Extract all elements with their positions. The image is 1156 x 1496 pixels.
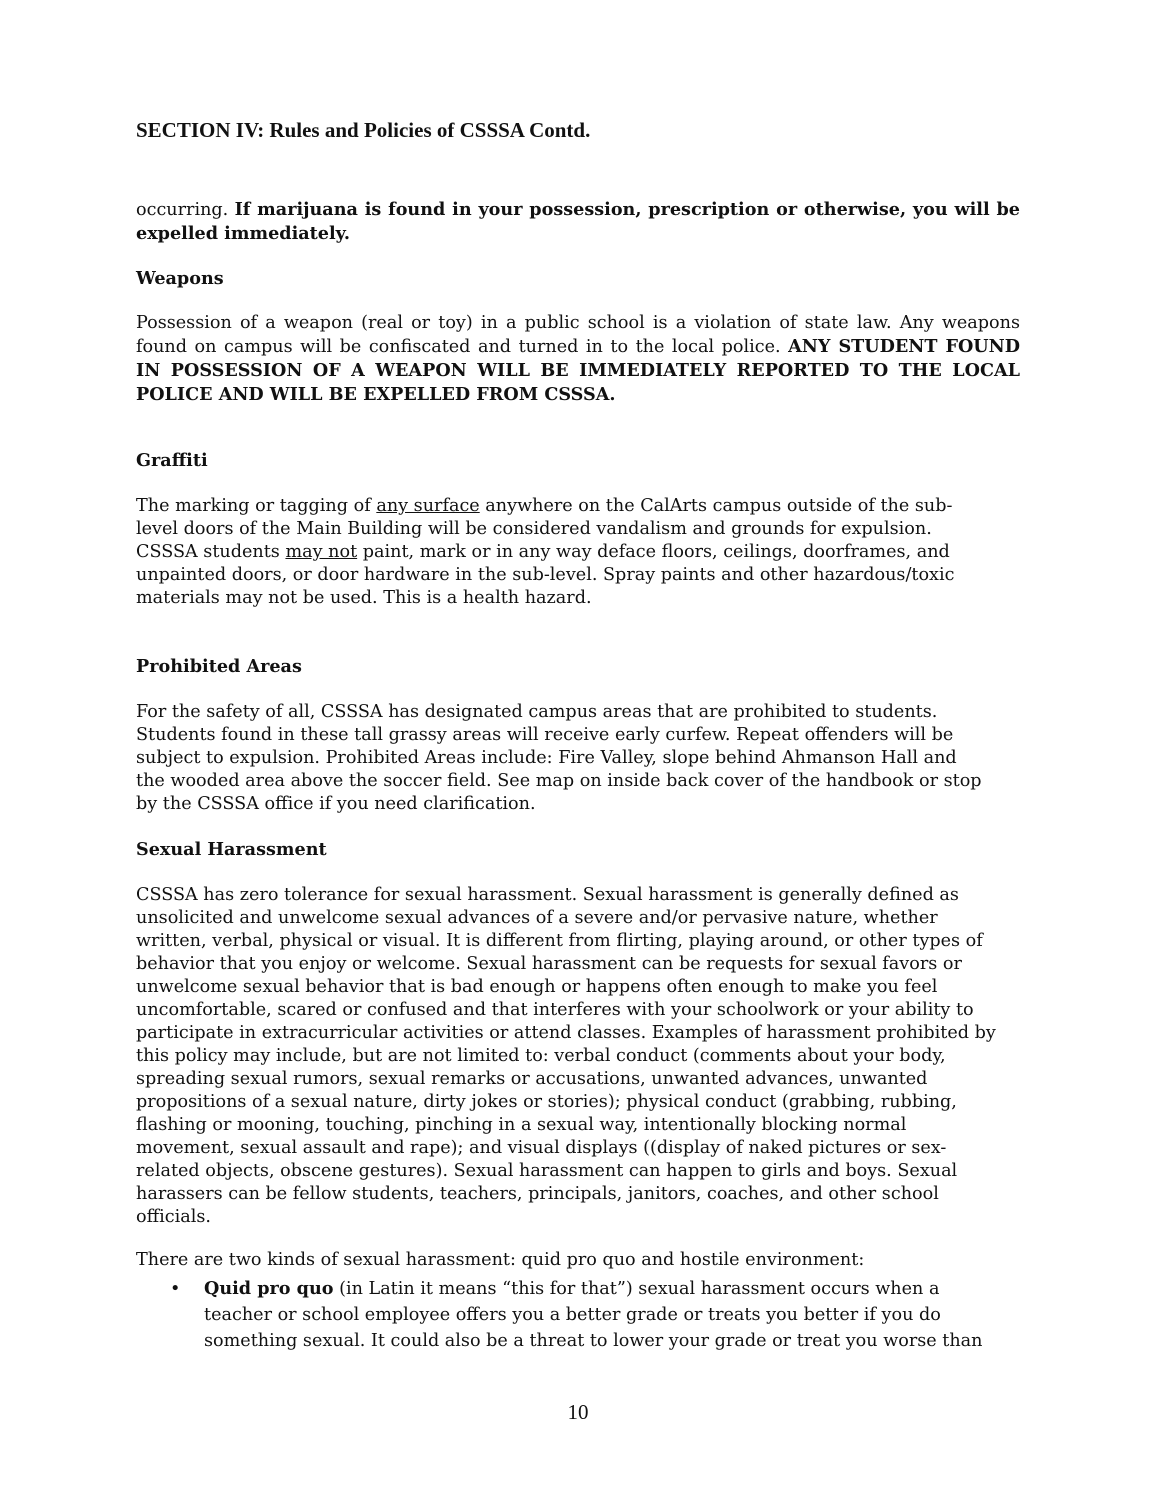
weapons-heading: Weapons xyxy=(136,268,224,289)
harassment-line: propositions of a sexual nature, dirty jokes or stories); physical conduct (grabbing, rubbing, xyxy=(136,1092,957,1112)
graffiti-underlined-text: may not xyxy=(285,542,358,562)
bullet-line: teacher or school employee offers you a better grade or treats you better if you do xyxy=(204,1305,941,1325)
prohibited-line: For the safety of all, CSSSA has designated campus areas that are prohibited to students. xyxy=(136,702,938,722)
bullet-line xyxy=(204,1276,1020,1302)
prohibited-line: subject to expulsion. Prohibited Areas include: Fire Valley, slope behind Ahmanson Hall and xyxy=(136,748,957,768)
list-item xyxy=(136,1276,1020,1354)
page-number: 10 xyxy=(567,1400,589,1424)
graffiti-line: level doors of the Main Building will be considered vandalism and grounds for expulsion. xyxy=(136,519,932,539)
graffiti-text: CSSSA students xyxy=(136,542,286,562)
prohibited-line: Students found in these tall grassy areas will receive early curfew. Repeat offenders will be xyxy=(136,725,954,745)
bullet-marker: • xyxy=(170,1279,181,1299)
sexual-harassment-paragraph xyxy=(136,884,1020,1229)
harassment-line: movement, sexual assault and rape); and visual displays ((display of naked pictures or sex- xyxy=(136,1138,947,1158)
marijuana-bold-text: If marijuana is found in your possession, prescription or otherwise, you will be expelled immediately. xyxy=(136,199,1020,244)
marijuana-paragraph xyxy=(136,198,1020,246)
section-title: SECTION IV: Rules and Policies of CSSSA Contd. xyxy=(136,118,591,142)
graffiti-line xyxy=(136,495,1020,518)
harassment-line: flashing or mooning, touching, pinching in a sexual way, intentionally blocking normal xyxy=(136,1115,907,1135)
harassment-line: written, verbal, physical or visual. It is different from flirting, playing around, or other types of xyxy=(136,931,983,951)
graffiti-text: The marking or tagging of xyxy=(136,496,377,516)
marijuana-lead-text: occurring. xyxy=(136,200,235,220)
harassment-line: officials. xyxy=(136,1207,211,1227)
harassment-line: uncomfortable, scared or confused and that interferes with your schoolwork or your ability to xyxy=(136,1000,974,1020)
harassment-line: unsolicited and unwelcome sexual advances of a severe and/or pervasive nature, whether xyxy=(136,908,938,928)
graffiti-line xyxy=(136,541,1020,564)
harassment-line: spreading sexual rumors, sexual remarks or accusations, unwanted advances, unwanted xyxy=(136,1069,928,1089)
graffiti-text: anywhere on the CalArts campus outside of the sub- xyxy=(479,496,953,516)
weapons-text: Possession of a weapon (real or toy) in a public school is a violation of state law. Any weapons found on campus will be confiscated and turned in to the local police. xyxy=(136,313,1020,357)
harassment-line: related objects, obscene gestures). Sexual harassment can happen to girls and boys. Sexual xyxy=(136,1161,958,1181)
graffiti-underlined-text: any surface xyxy=(376,496,480,516)
bullet-line: something sexual. It could also be a threat to lower your grade or treat you worse than xyxy=(204,1331,983,1351)
graffiti-line: unpainted doors, or door hardware in the sub-level. Spray paints and other hazardous/toxic xyxy=(136,565,955,585)
graffiti-paragraph xyxy=(136,495,1020,610)
harassment-line: harassers can be fellow students, teachers, principals, janitors, coaches, and other school xyxy=(136,1184,939,1204)
bullet-text: (in Latin it means “this for that”) sexual harassment occurs when a xyxy=(333,1279,940,1299)
prohibited-areas-paragraph xyxy=(136,701,1020,816)
harassment-kinds-list xyxy=(136,1276,1020,1354)
graffiti-heading: Graffiti xyxy=(136,450,208,471)
weapons-paragraph xyxy=(136,312,1020,407)
graffiti-line: materials may not be used. This is a health hazard. xyxy=(136,588,592,608)
harassment-kinds-intro: There are two kinds of sexual harassment: quid pro quo and hostile environment: xyxy=(136,1250,865,1270)
harassment-line: this policy may include, but are not limited to: verbal conduct (comments about your body, xyxy=(136,1046,946,1066)
prohibited-line: the wooded area above the soccer field. See map on inside back cover of the handbook or stop xyxy=(136,771,982,791)
prohibited-areas-heading: Prohibited Areas xyxy=(136,656,302,677)
harassment-line: behavior that you enjoy or welcome. Sexual harassment can be requests for sexual favors or xyxy=(136,954,962,974)
weapons-bold-text: ANY STUDENT FOUND IN POSSESSION OF A WEAPON WILL BE IMMEDIATELY REPORTED TO THE LOCAL POLICE AND WILL BE EXPELLED FROM CSSSA. xyxy=(136,336,1020,405)
harassment-line: participate in extracurricular activities or attend classes. Examples of harassment prohibited by xyxy=(136,1023,996,1043)
harassment-line: unwelcome sexual behavior that is bad enough or happens often enough to make you feel xyxy=(136,977,938,997)
sexual-harassment-heading: Sexual Harassment xyxy=(136,839,327,860)
harassment-line: CSSSA has zero tolerance for sexual harassment. Sexual harassment is generally defined as xyxy=(136,885,959,905)
graffiti-text: paint, mark or in any way deface floors, ceilings, doorframes, and xyxy=(357,542,950,562)
quid-pro-quo-term: Quid pro quo xyxy=(204,1278,334,1299)
prohibited-line: by the CSSSA office if you need clarification. xyxy=(136,794,536,814)
